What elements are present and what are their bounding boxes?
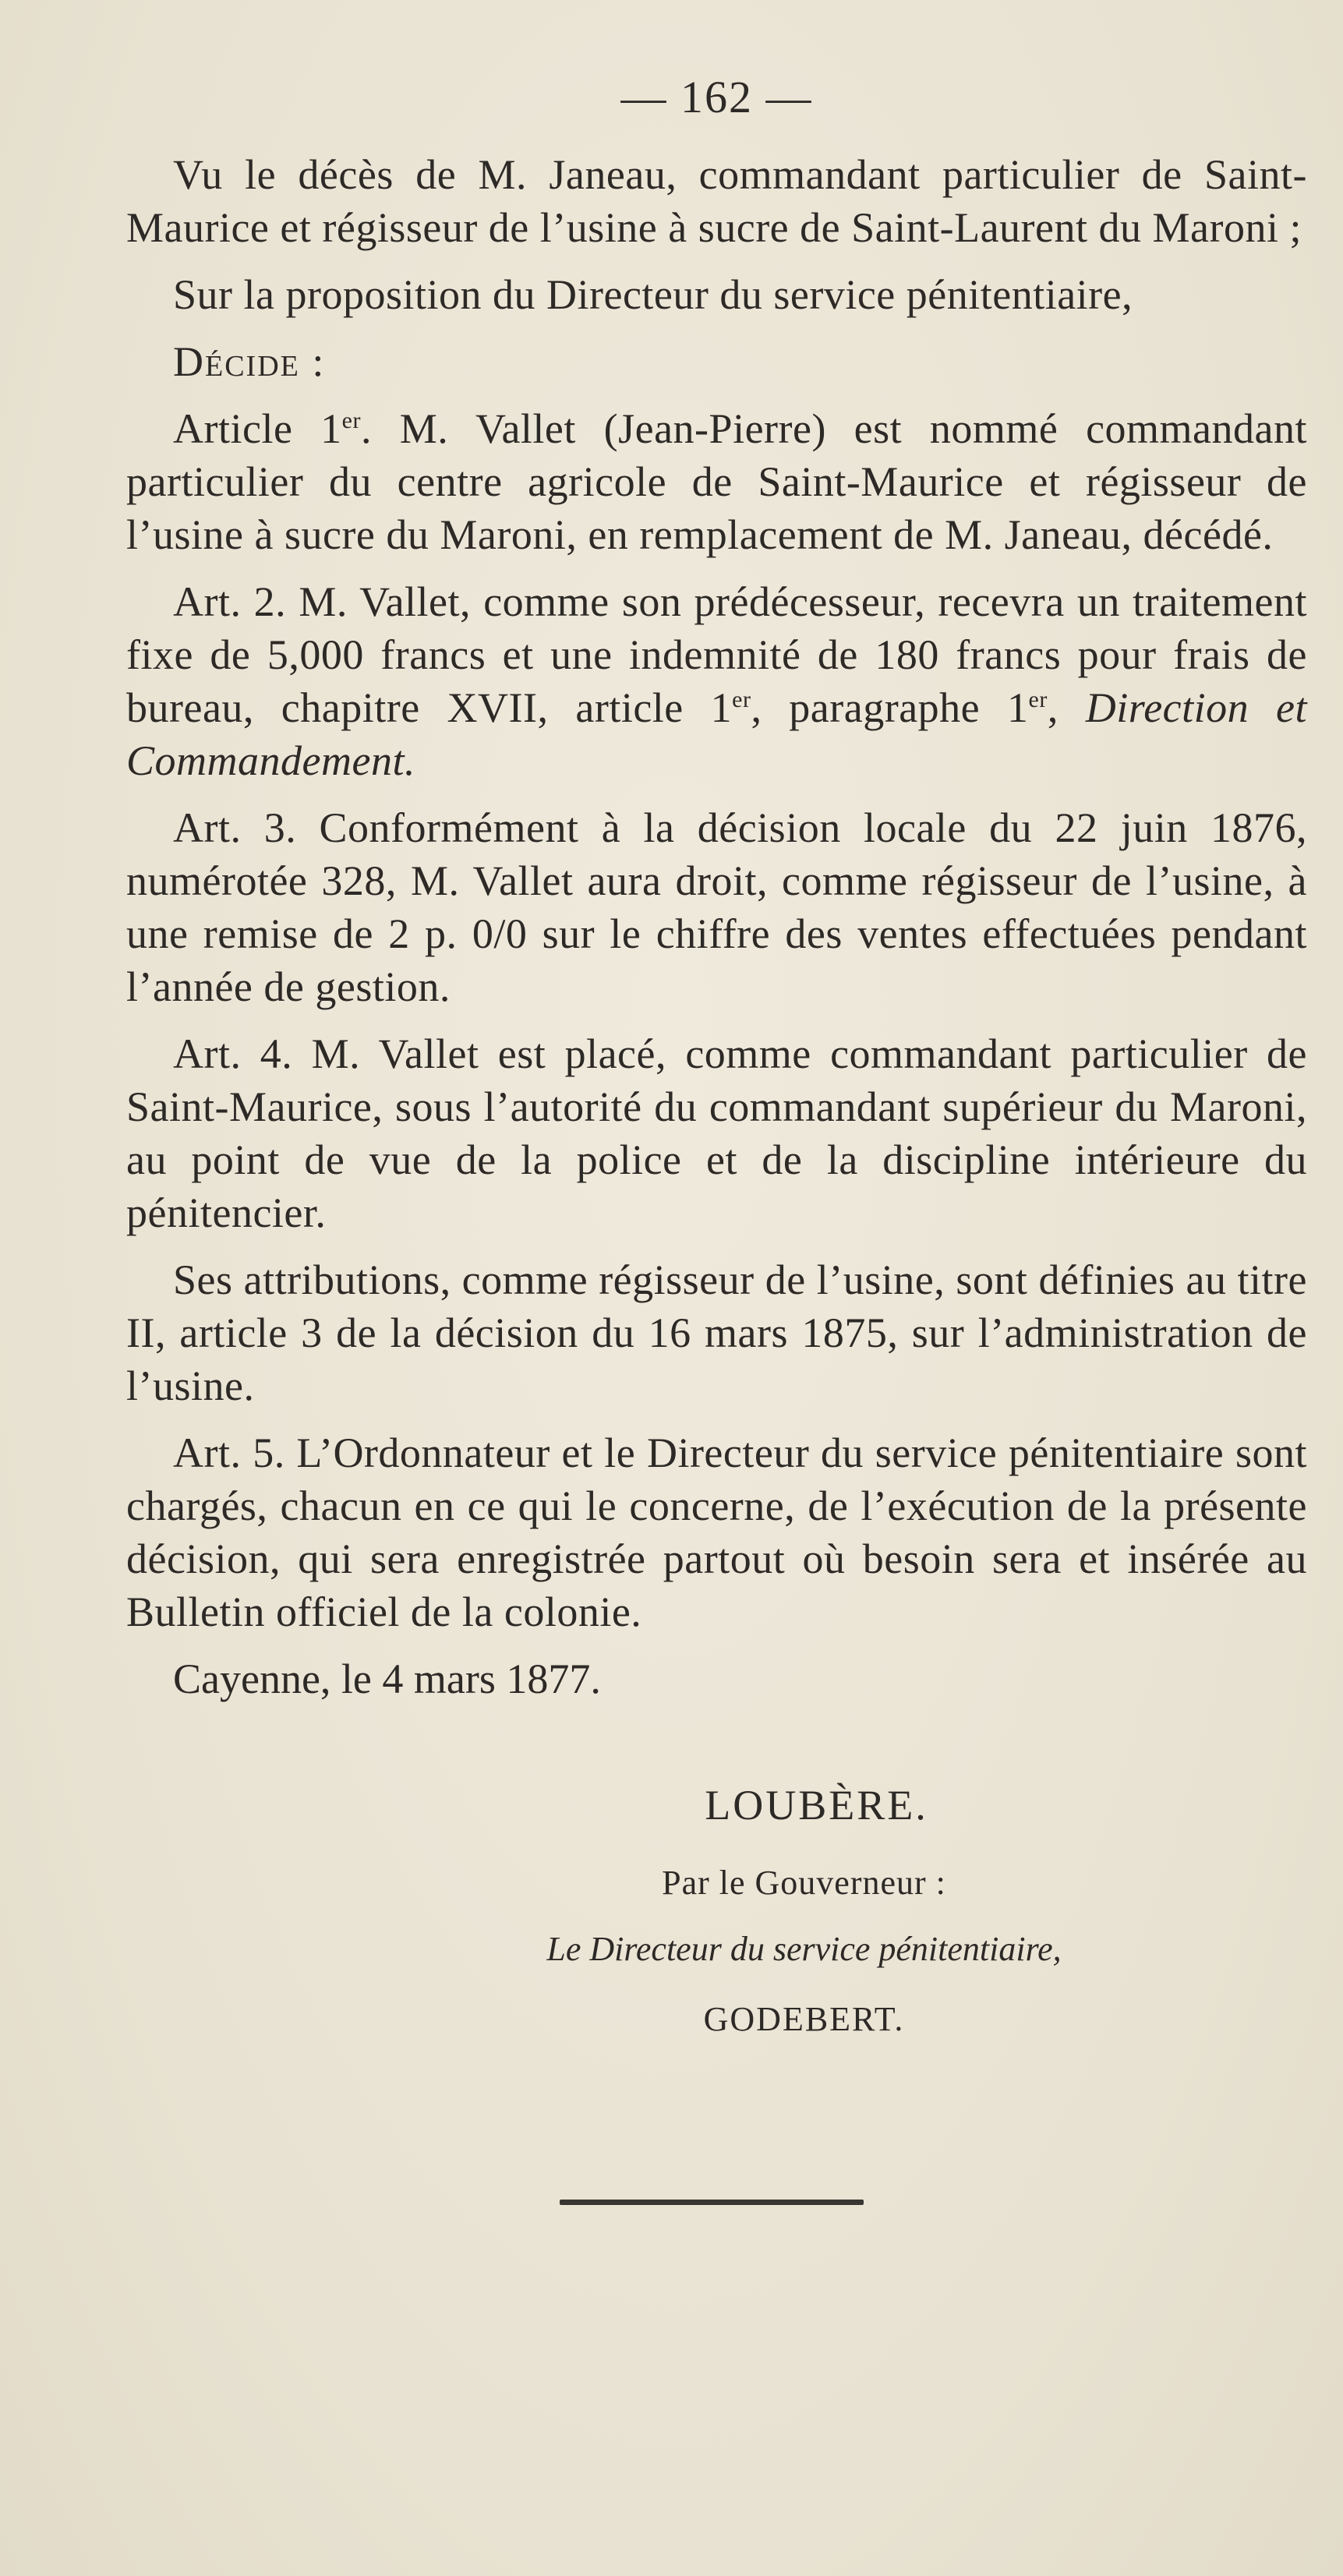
page-number: — 162 — (620, 72, 813, 122)
signature-name: LOUBÈRE. (705, 1782, 928, 1829)
article-2-text-b: , paragraphe 1 (751, 684, 1029, 731)
decide-heading: Décide : (173, 338, 326, 385)
article-2-sup-2: er (1028, 687, 1048, 712)
signature-director-title: Le Directeur du service pénitentiaire, (546, 1930, 1062, 1968)
paragraph-considering-death: Vu le décès de M. Janeau, commandant particulier de Saint-Maurice et régisseur de l’usine à sucre de Saint-Laurent du Maroni ; (126, 151, 1307, 251)
article-2-text-c: , (1047, 684, 1086, 731)
article-4-attributions: Ses attributions, comme régisseur de l’usine, sont définies au titre II, article 3 de la décision du 16 mars 1875, sur l’administration de l’usine. (126, 1256, 1307, 1409)
article-1-sup: er (341, 408, 361, 433)
article-2-text-a: Art. 2. M. Vallet, comme son prédécesseur, recevra un traitement fixe de 5,000 francs et une indemnité de 180 francs pour frais de bureau, chapitre XVII, article 1 (126, 578, 1307, 731)
article-1 (126, 402, 1307, 561)
article-2-italic: Direction et Commandement. (126, 684, 1307, 784)
article-5: Art. 5. L’Ordonnateur et le Directeur du service pénitentiaire sont chargés, chacun en ce qui le concerne, de l’exécution de la présente décision, qui sera enregistrée partout où besoin sera et insérée au Bulletin officiel de la colonie. (126, 1429, 1307, 1635)
article-1-head: Article 1 (173, 405, 342, 452)
signature-director-name: GODEBERT. (703, 2000, 905, 2038)
paragraph-proposal: Sur la proposition du Directeur du service pénitentiaire, (173, 271, 1133, 318)
text-column (126, 70, 1307, 1705)
article-2 (126, 575, 1307, 787)
signature-by-governor: Par le Gouverneur : (662, 1864, 946, 1902)
closing-rule-divider (560, 2200, 864, 2205)
article-3: Art. 3. Conformément à la décision locale du 22 juin 1876, numérotée 328, M. Vallet aura droit, comme régisseur de l’usine, à une remise de 2 p. 0/0 sur le chiffre des ventes effectuées pendant l’année de gestion. (126, 804, 1307, 1010)
article-2-sup-1: er (732, 687, 751, 712)
place-date: Cayenne, le 4 mars 1877. (173, 1655, 601, 1702)
article-4: Art. 4. M. Vallet est placé, comme commandant particulier de Saint-Maurice, sous l’autorité du commandant supérieur du Maroni, au point de vue de la police et de la discipline intérieure du pénitencier. (126, 1030, 1307, 1236)
article-1-text: . M. Vallet (Jean-Pierre) est nommé commandant particulier du centre agricole de Saint-Maurice et régisseur de l’usine à sucre du Maroni, en remplacement de M. Janeau, décédé. (126, 405, 1307, 558)
